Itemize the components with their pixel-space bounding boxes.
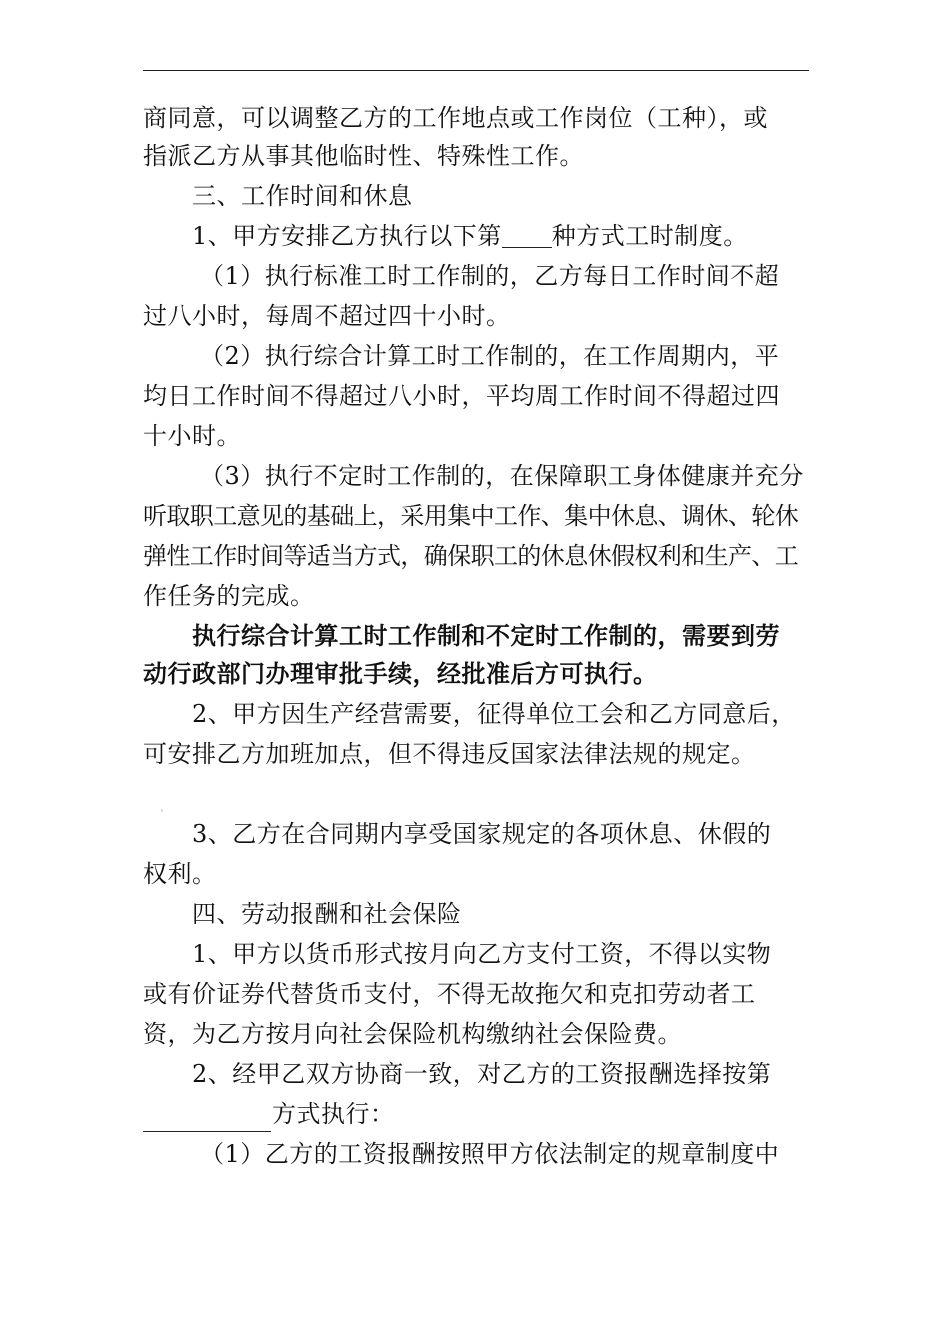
paragraph-line: 十小时。 bbox=[143, 422, 241, 450]
paragraph-line: 作任务的完成。 bbox=[143, 582, 315, 610]
paragraph-line: 2、甲方因生产经营需要，征得单位工会和乙方同意后， bbox=[192, 700, 796, 728]
clause-text-after-blank: 种方式工时制度。 bbox=[551, 222, 748, 250]
bold-note-line: 动行政部门办理审批手续，经批准后方可执行。 bbox=[143, 659, 658, 688]
paragraph-line: 或有价证券代替货币支付，不得无故拖欠和克扣劳动者工 bbox=[143, 980, 756, 1008]
paragraph-line: 方式执行： bbox=[272, 1100, 395, 1128]
paragraph-line: 2、经甲乙双方协商一致，对乙方的工资报酬选择按第 bbox=[192, 1060, 772, 1088]
paragraph-line: （3）执行不定时工作制的，在保障职工身体健康并充分 bbox=[200, 462, 804, 490]
paragraph-line: 均日工作时间不得超过八小时，平均周工作时间不得超过四 bbox=[143, 382, 780, 410]
blank-fill-line bbox=[502, 223, 552, 248]
section-heading-3: 三、工作时间和休息 bbox=[192, 182, 413, 210]
paragraph-line: （1）乙方的工资报酬按照甲方依法制定的规章制度中 bbox=[200, 1140, 780, 1168]
paragraph-line: 资，为乙方按月向社会保险机构缴纳社会保险费。 bbox=[143, 1020, 682, 1048]
paragraph-line: 权利。 bbox=[143, 860, 217, 888]
section-heading-4: 四、劳动报酬和社会保险 bbox=[192, 900, 462, 928]
blank-fill-line-long bbox=[143, 1131, 271, 1132]
work-hours-clause-1 bbox=[192, 218, 872, 254]
clause-text-before-blank: 1、甲方安排乙方执行以下第 bbox=[192, 222, 502, 250]
paragraph-line: 3、乙方在合同期内享受国家规定的各项休息、休假的 bbox=[192, 820, 772, 848]
paragraph-line: 商同意，可以调整乙方的工作地点或工作岗位（工种），或 bbox=[143, 104, 768, 132]
paragraph-line: 过八小时，每周不超过四十小时。 bbox=[143, 302, 511, 330]
paragraph-line: 指派乙方从事其他临时性、特殊性工作。 bbox=[143, 142, 584, 170]
paragraph-line: 可安排乙方加班加点，但不得违反国家法律法规的规定。 bbox=[143, 740, 756, 768]
scan-speck: ` bbox=[160, 810, 165, 821]
paragraph-line: （1）执行标准工时工作制的，乙方每日工作时间不超 bbox=[200, 262, 780, 290]
paragraph-line: 1、甲方以货币形式按月向乙方支付工资，不得以实物 bbox=[192, 940, 772, 968]
header-rule bbox=[143, 70, 809, 71]
paragraph-line: 听取职工意见的基础上，采用集中工作、集中休息、调休、轮休 bbox=[143, 502, 799, 530]
paragraph-line: 弹性工作时间等适当方式，确保职工的休息休假权利和生产、工 bbox=[143, 542, 799, 570]
paragraph-line: （2）执行综合计算工时工作制的，在工作周期内，平 bbox=[200, 342, 780, 370]
bold-note-line: 执行综合计算工时工作制和不定时工作制的，需要到劳 bbox=[192, 621, 780, 650]
